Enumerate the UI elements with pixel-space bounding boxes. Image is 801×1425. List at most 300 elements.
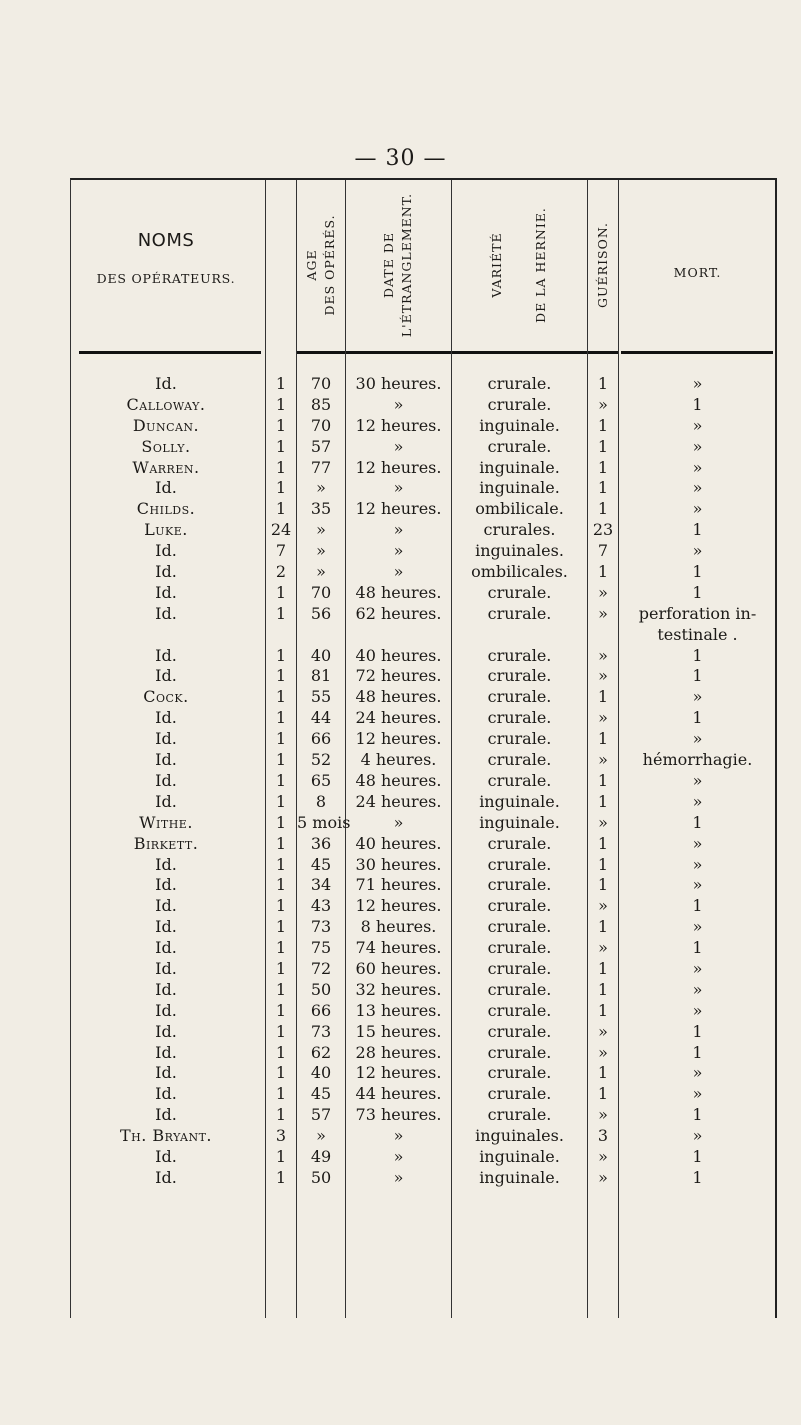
patient-age: 50 xyxy=(310,979,332,999)
case-count: 1 xyxy=(275,1167,287,1187)
death-outcome: 1 xyxy=(692,1167,703,1187)
hernia-variety: crurale. xyxy=(487,833,552,853)
patient-age: 81 xyxy=(310,666,332,686)
death-outcome: 1 xyxy=(692,812,703,832)
death-outcome: 1 xyxy=(692,1021,703,1041)
table-row xyxy=(71,646,775,667)
table-row xyxy=(71,458,775,479)
hernia-variety: crurale. xyxy=(487,582,552,602)
strangulation-duration: 12 heures. xyxy=(355,457,442,477)
case-count: 1 xyxy=(275,854,287,874)
strangulation-duration: 60 heures. xyxy=(355,958,442,978)
recovery-count: » xyxy=(598,938,608,958)
table-row xyxy=(71,1105,775,1126)
hernia-variety: crurale. xyxy=(487,958,552,978)
strangulation-duration: 62 heures. xyxy=(355,603,442,623)
hernia-variety: crurale. xyxy=(487,1000,552,1020)
strangulation-duration: 40 heures. xyxy=(355,645,442,665)
death-outcome: » xyxy=(692,791,703,811)
strangulation-duration: 12 heures. xyxy=(355,1063,442,1083)
death-outcome: » xyxy=(692,958,703,978)
recovery-count: 1 xyxy=(597,374,609,393)
table-row xyxy=(71,395,775,416)
case-count: 1 xyxy=(275,457,287,477)
death-outcome: 1 xyxy=(692,520,703,540)
recovery-count: 1 xyxy=(597,729,609,749)
hernia-variety: crurale. xyxy=(487,645,552,665)
recovery-count: » xyxy=(598,394,608,414)
operator-name: Id. xyxy=(155,770,177,790)
strangulation-duration: 30 heures. xyxy=(355,374,442,393)
recovery-count: 1 xyxy=(597,1000,609,1020)
case-count: 1 xyxy=(275,770,287,790)
case-count: 1 xyxy=(275,917,287,937)
table-row xyxy=(71,437,775,458)
recovery-count: 1 xyxy=(597,854,609,874)
strangulation-duration: 40 heures. xyxy=(355,833,442,853)
header-rule xyxy=(621,351,773,354)
case-count: 1 xyxy=(275,1000,287,1020)
header-date-line2: L'ÉTRANGLEMENT. xyxy=(399,192,414,338)
strangulation-duration: 8 heures. xyxy=(360,917,437,937)
header-guerison-label: GUÉRISON. xyxy=(594,222,610,308)
hernia-variety: inguinales. xyxy=(475,1126,564,1146)
strangulation-duration: » xyxy=(393,394,404,414)
header-age-line1: AGE xyxy=(303,249,319,281)
recovery-count: » xyxy=(598,1105,608,1125)
strangulation-duration: 72 heures. xyxy=(355,666,442,686)
operator-name: Id. xyxy=(155,979,177,999)
case-count: 1 xyxy=(275,478,287,498)
recovery-count: » xyxy=(598,1167,608,1187)
hernia-variety: crurale. xyxy=(487,603,552,623)
table-row xyxy=(71,1168,775,1189)
header-rule xyxy=(346,351,451,354)
hernia-variety: crurale. xyxy=(487,1105,552,1125)
operator-name: Id. xyxy=(155,562,177,582)
death-outcome: 1 xyxy=(692,708,703,728)
death-outcome: » xyxy=(692,541,703,561)
hernia-variety: crurale. xyxy=(487,1063,552,1083)
recovery-count: 23 xyxy=(592,520,614,540)
death-outcome: 1 xyxy=(692,1105,703,1125)
table-body xyxy=(71,374,775,1189)
death-outcome: 1 xyxy=(692,394,703,414)
operator-name: Id. xyxy=(155,1021,177,1041)
patient-age: 40 xyxy=(310,1063,332,1083)
hernia-variety: crurale. xyxy=(487,436,552,456)
table-row xyxy=(71,1084,775,1105)
table-row xyxy=(71,959,775,980)
table-row xyxy=(71,980,775,1001)
strangulation-duration: » xyxy=(393,520,404,540)
patient-age: 55 xyxy=(310,687,332,707)
patient-age: 8 xyxy=(315,791,327,811)
operator-name: Warren. xyxy=(132,457,200,477)
patient-age: 70 xyxy=(310,582,332,602)
hernia-operations-table xyxy=(70,178,777,1318)
recovery-count: 1 xyxy=(597,833,609,853)
death-outcome: » xyxy=(692,917,703,937)
table-row xyxy=(71,1022,775,1043)
recovery-count: 3 xyxy=(597,1126,609,1146)
strangulation-duration: 4 heures. xyxy=(360,750,437,770)
recovery-count: » xyxy=(598,812,608,832)
strangulation-duration: 13 heures. xyxy=(355,1000,442,1020)
strangulation-duration: 74 heures. xyxy=(355,938,442,958)
patient-age: 56 xyxy=(310,603,332,623)
table-row xyxy=(71,374,775,395)
patient-age: 5 mois xyxy=(297,812,351,832)
header-guerison xyxy=(587,180,618,350)
header-age-line2: DES OPÉRÉS. xyxy=(321,214,337,316)
table-row xyxy=(71,834,775,855)
operator-name: Withe. xyxy=(139,812,193,832)
recovery-count: » xyxy=(598,896,608,916)
death-outcome: » xyxy=(692,687,703,707)
header-rule xyxy=(297,351,345,354)
hernia-variety: inguinale. xyxy=(479,415,560,435)
header-rule xyxy=(588,351,618,354)
patient-age: 73 xyxy=(310,1021,332,1041)
case-count: 1 xyxy=(275,750,287,770)
table-row xyxy=(71,562,775,583)
strangulation-duration: » xyxy=(393,436,404,456)
operator-name: Id. xyxy=(155,374,177,393)
strangulation-duration: 44 heures. xyxy=(355,1084,442,1104)
operator-name: Id. xyxy=(155,1063,177,1083)
death-outcome: » xyxy=(692,457,703,477)
patient-age: 65 xyxy=(310,770,332,790)
death-outcome: » xyxy=(692,436,703,456)
death-outcome: » xyxy=(692,854,703,874)
case-count: 1 xyxy=(275,687,287,707)
strangulation-duration: 73 heures. xyxy=(355,1105,442,1125)
strangulation-duration: 12 heures. xyxy=(355,729,442,749)
death-outcome: 1 xyxy=(692,1146,703,1166)
patient-age: 72 xyxy=(310,958,332,978)
operator-name: Childs. xyxy=(136,499,196,519)
operator-name: Calloway. xyxy=(126,394,206,414)
case-count: 1 xyxy=(275,645,287,665)
recovery-count: 1 xyxy=(597,791,609,811)
patient-age: 77 xyxy=(310,457,332,477)
strangulation-duration: 71 heures. xyxy=(355,875,442,895)
table-row xyxy=(71,520,775,541)
patient-age: 66 xyxy=(310,729,332,749)
strangulation-duration: 28 heures. xyxy=(355,1042,442,1062)
death-outcome: » xyxy=(692,729,703,749)
table-row xyxy=(71,1126,775,1147)
patient-age: 57 xyxy=(310,1105,332,1125)
case-count: 1 xyxy=(275,812,287,832)
case-count: 1 xyxy=(275,938,287,958)
death-outcome: » xyxy=(692,875,703,895)
patient-age: 75 xyxy=(310,938,332,958)
table-row xyxy=(71,1043,775,1064)
table-row xyxy=(71,1063,775,1084)
header-names-title: NOMS xyxy=(137,230,195,251)
death-outcome: » xyxy=(692,833,703,853)
operator-name: Solly. xyxy=(141,436,191,456)
operator-name: Duncan. xyxy=(132,415,200,435)
case-count: 1 xyxy=(275,896,287,916)
operator-name: Id. xyxy=(155,541,177,561)
operator-name: Id. xyxy=(155,875,177,895)
header-variete-line1: VARIÉTÉ xyxy=(489,232,504,298)
table-row xyxy=(71,666,775,687)
hernia-variety: crurale. xyxy=(487,1084,552,1104)
table-row xyxy=(71,771,775,792)
hernia-variety: crurale. xyxy=(487,687,552,707)
recovery-count: 1 xyxy=(597,562,609,582)
operator-name: Luke. xyxy=(144,520,188,540)
death-outcome: 1 xyxy=(692,645,703,665)
death-outcome: 1 xyxy=(692,896,703,916)
death-outcome: » xyxy=(692,1063,703,1083)
strangulation-duration: 12 heures. xyxy=(355,896,442,916)
table-row xyxy=(71,750,775,771)
patient-age: 40 xyxy=(310,645,332,665)
case-count: 1 xyxy=(275,1042,287,1062)
case-count: 1 xyxy=(275,708,287,728)
case-count: 1 xyxy=(275,415,287,435)
case-count: 1 xyxy=(275,394,287,414)
strangulation-duration: » xyxy=(393,1146,404,1166)
table-row xyxy=(71,792,775,813)
death-outcome: 1 xyxy=(692,582,703,602)
operator-name: Id. xyxy=(155,854,177,874)
table-row xyxy=(71,1001,775,1022)
table-row xyxy=(71,687,775,708)
death-outcome: 1 xyxy=(692,938,703,958)
header-rule xyxy=(79,351,261,354)
death-outcome: » xyxy=(692,1126,703,1146)
hernia-variety: crurale. xyxy=(487,666,552,686)
operator-name: Id. xyxy=(155,708,177,728)
case-count: 1 xyxy=(275,1063,287,1083)
operator-name: Id. xyxy=(155,938,177,958)
strangulation-duration: 24 heures. xyxy=(355,791,442,811)
operator-name: Th. Bryant. xyxy=(119,1126,213,1146)
patient-age: 45 xyxy=(310,854,332,874)
patient-age: 35 xyxy=(310,499,332,519)
case-count: 1 xyxy=(275,1105,287,1125)
header-mort: MORT. xyxy=(673,265,722,280)
hernia-variety: crurale. xyxy=(487,938,552,958)
death-outcome: 1 xyxy=(692,562,703,582)
recovery-count: 1 xyxy=(597,1063,609,1083)
hernia-variety: crurale. xyxy=(487,708,552,728)
header-date xyxy=(345,180,451,350)
hernia-variety: inguinales. xyxy=(475,541,564,561)
case-count: 1 xyxy=(275,729,287,749)
hernia-variety: crurale. xyxy=(487,896,552,916)
patient-age: 62 xyxy=(310,1042,332,1062)
recovery-count: 1 xyxy=(597,979,609,999)
header-date-line1: DATE DE xyxy=(381,232,396,298)
patient-age: 66 xyxy=(310,1000,332,1020)
strangulation-duration: 48 heures. xyxy=(355,582,442,602)
death-outcome: » xyxy=(692,979,703,999)
patient-age: 85 xyxy=(310,394,332,414)
table-row xyxy=(71,875,775,896)
patient-age: » xyxy=(316,541,326,561)
operator-name: Birkett. xyxy=(133,833,199,853)
death-outcome: » xyxy=(692,770,703,790)
patient-age: » xyxy=(316,478,326,498)
header-names xyxy=(71,230,261,286)
patient-age: 70 xyxy=(310,415,332,435)
strangulation-duration: » xyxy=(393,562,404,582)
strangulation-duration: » xyxy=(393,541,404,561)
operator-name: Id. xyxy=(155,1105,177,1125)
table-row xyxy=(71,813,775,834)
header-variete-line2: DE LA HERNIE. xyxy=(533,207,548,323)
hernia-variety: ombilicale. xyxy=(475,499,564,519)
case-count: 1 xyxy=(275,1021,287,1041)
case-count: 1 xyxy=(275,436,287,456)
death-outcome: 1 xyxy=(692,666,703,686)
operator-name: Id. xyxy=(155,896,177,916)
patient-age: 52 xyxy=(310,750,332,770)
strangulation-duration: » xyxy=(393,1126,404,1146)
patient-age: » xyxy=(316,520,326,540)
patient-age: 49 xyxy=(310,1146,332,1166)
patient-age: » xyxy=(316,1126,326,1146)
hernia-variety: crurale. xyxy=(487,875,552,895)
hernia-variety: crurale. xyxy=(487,917,552,937)
death-outcome: perforation in- testinale . xyxy=(638,603,757,644)
hernia-variety: crurale. xyxy=(487,374,552,393)
operator-name: Id. xyxy=(155,1167,177,1187)
recovery-count: » xyxy=(598,750,608,770)
recovery-count: » xyxy=(598,708,608,728)
page-number: — 30 — xyxy=(354,146,447,171)
table-row xyxy=(71,729,775,750)
case-count: 1 xyxy=(275,875,287,895)
strangulation-duration: 12 heures. xyxy=(355,415,442,435)
operator-name: Id. xyxy=(155,729,177,749)
operator-name: Id. xyxy=(155,1042,177,1062)
case-count: 1 xyxy=(275,666,287,686)
case-count: 2 xyxy=(275,562,287,582)
recovery-count: 1 xyxy=(597,958,609,978)
operator-name: Id. xyxy=(155,958,177,978)
hernia-variety: crurale. xyxy=(487,979,552,999)
case-count: 1 xyxy=(275,374,287,393)
death-outcome: » xyxy=(692,1000,703,1020)
death-outcome: » xyxy=(692,478,703,498)
header-names-subtitle: DES OPÉRATEURS. xyxy=(96,271,236,286)
hernia-variety: inguinale. xyxy=(479,457,560,477)
operator-name: Id. xyxy=(155,582,177,602)
hernia-variety: crurale. xyxy=(487,854,552,874)
table-row xyxy=(71,478,775,499)
death-outcome: 1 xyxy=(692,1042,703,1062)
hernia-variety: inguinale. xyxy=(479,812,560,832)
header-variete xyxy=(451,180,587,350)
hernia-variety: inguinale. xyxy=(479,791,560,811)
death-outcome: hémorrhagie. xyxy=(642,750,753,770)
case-count: 1 xyxy=(275,499,287,519)
case-count: 1 xyxy=(275,958,287,978)
death-outcome: » xyxy=(692,415,703,435)
recovery-count: » xyxy=(598,1146,608,1166)
hernia-variety: crurale. xyxy=(487,770,552,790)
recovery-count: » xyxy=(598,645,608,665)
table-row xyxy=(71,541,775,562)
case-count: 1 xyxy=(275,603,287,623)
recovery-count: » xyxy=(598,666,608,686)
strangulation-duration: 12 heures. xyxy=(355,499,442,519)
recovery-count: 1 xyxy=(597,687,609,707)
operator-name: Id. xyxy=(155,666,177,686)
table-row xyxy=(71,604,775,646)
table-row xyxy=(71,896,775,917)
patient-age: 43 xyxy=(310,896,332,916)
case-count: 1 xyxy=(275,582,287,602)
patient-age: 45 xyxy=(310,1084,332,1104)
table-row xyxy=(71,1147,775,1168)
hernia-variety: ombilicales. xyxy=(471,562,568,582)
strangulation-duration: 30 heures. xyxy=(355,854,442,874)
case-count: 24 xyxy=(270,520,292,540)
operator-name: Id. xyxy=(155,1000,177,1020)
table-row xyxy=(71,938,775,959)
patient-age: 36 xyxy=(310,833,332,853)
strangulation-duration: 15 heures. xyxy=(355,1021,442,1041)
patient-age: 34 xyxy=(310,875,332,895)
table-row xyxy=(71,583,775,604)
hernia-variety: crurale. xyxy=(487,1021,552,1041)
operator-name: Id. xyxy=(155,603,177,623)
recovery-count: 1 xyxy=(597,875,609,895)
patient-age: 70 xyxy=(310,374,332,393)
table-row xyxy=(71,708,775,729)
patient-age: 50 xyxy=(310,1167,332,1187)
case-count: 1 xyxy=(275,1146,287,1166)
patient-age: » xyxy=(316,562,326,582)
strangulation-duration: » xyxy=(393,1167,404,1187)
operator-name: Id. xyxy=(155,791,177,811)
recovery-count: » xyxy=(598,582,608,602)
case-count: 1 xyxy=(275,979,287,999)
death-outcome: » xyxy=(692,374,703,393)
operator-name: Id. xyxy=(155,917,177,937)
case-count: 1 xyxy=(275,791,287,811)
recovery-count: » xyxy=(598,1021,608,1041)
table-row xyxy=(71,416,775,437)
table-row xyxy=(71,855,775,876)
case-count: 7 xyxy=(275,541,287,561)
hernia-variety: crurale. xyxy=(487,729,552,749)
operator-name: Id. xyxy=(155,750,177,770)
strangulation-duration: » xyxy=(393,478,404,498)
table-row xyxy=(71,499,775,520)
hernia-variety: crurale. xyxy=(487,750,552,770)
table-row xyxy=(71,917,775,938)
patient-age: 44 xyxy=(310,708,332,728)
header-age xyxy=(296,180,345,350)
recovery-count: 1 xyxy=(597,415,609,435)
recovery-count: 1 xyxy=(597,457,609,477)
recovery-count: 1 xyxy=(597,770,609,790)
hernia-variety: inguinale. xyxy=(479,1167,560,1187)
recovery-count: 1 xyxy=(597,478,609,498)
death-outcome: » xyxy=(692,499,703,519)
hernia-variety: inguinale. xyxy=(479,478,560,498)
